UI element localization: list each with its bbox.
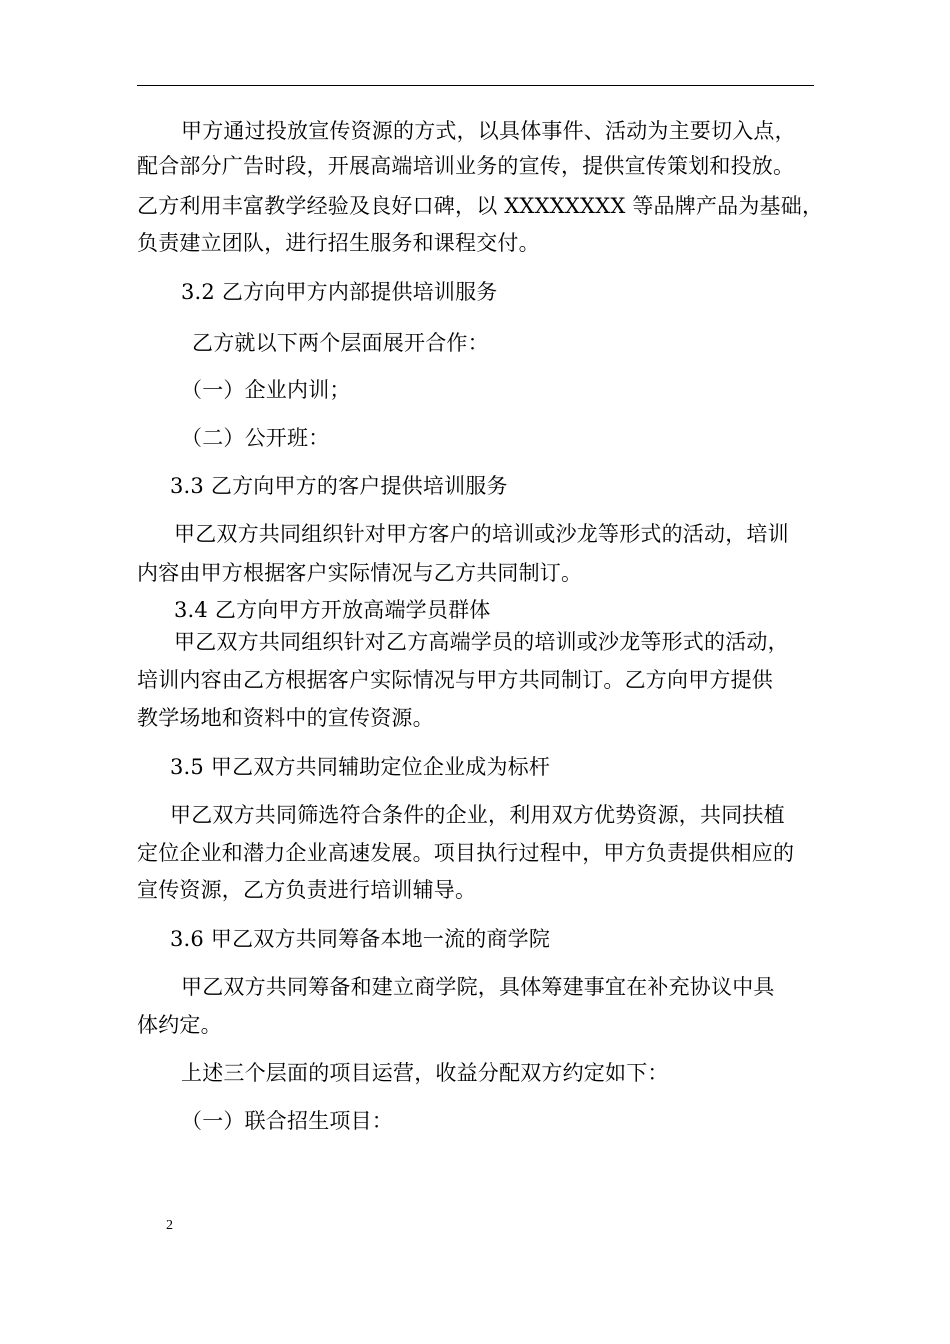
body-paragraph-line: 培训内容由乙方根据客户实际情况与甲方共同制订。乙方向甲方提供 [137, 668, 773, 692]
section-heading-3-3: 3.3 乙方向甲方的客户提供培训服务 [170, 474, 508, 498]
list-item: （一）企业内训； [181, 378, 351, 402]
body-paragraph-line: 宣传资源，乙方负责进行培训辅导。 [137, 878, 477, 902]
body-paragraph-line: 甲方通过投放宣传资源的方式，以具体事件、活动为主要切入点， [181, 119, 796, 143]
list-item: （二）公开班： [181, 426, 330, 450]
body-paragraph-line: 上述三个层面的项目运营，收益分配双方约定如下： [181, 1061, 669, 1085]
body-paragraph-line: 负责建立团队，进行招生服务和课程交付。 [137, 231, 540, 255]
body-paragraph-line: 甲乙双方共同组织针对乙方高端学员的培训或沙龙等形式的活动， [174, 630, 789, 654]
body-paragraph-line: 体约定。 [137, 1013, 222, 1037]
section-heading-3-4: 3.4 乙方向甲方开放高端学员群体 [174, 598, 491, 622]
section-heading-3-5: 3.5 甲乙双方共同辅助定位企业成为标杆 [170, 755, 551, 779]
body-paragraph-line: 甲乙双方共同筛选符合条件的企业，利用双方优势资源，共同扶植 [170, 803, 785, 827]
body-paragraph-line: 教学场地和资料中的宣传资源。 [137, 706, 434, 730]
section-heading-3-6: 3.6 甲乙双方共同筹备本地一流的商学院 [170, 927, 551, 951]
list-item: （一）联合招生项目： [181, 1109, 393, 1133]
body-paragraph-line: 甲乙双方共同组织针对甲方客户的培训或沙龙等形式的活动，培训 [174, 522, 789, 546]
body-paragraph-line: 定位企业和潜力企业高速发展。项目执行过程中，甲方负责提供相应的 [137, 841, 795, 865]
body-paragraph-line: 内容由甲方根据客户实际情况与乙方共同制订。 [137, 561, 583, 585]
body-paragraph-line: 乙方就以下两个层面展开合作： [192, 331, 489, 355]
section-heading-3-2: 3.2 乙方向甲方内部提供培训服务 [181, 280, 498, 304]
page-number: 2 [166, 1218, 173, 1233]
header-rule [137, 85, 814, 86]
body-paragraph-line: 甲乙双方共同筹备和建立商学院，具体筹建事宜在补充协议中具 [181, 975, 775, 999]
body-paragraph-line: 配合部分广告时段，开展高端培训业务的宣传，提供宣传策划和投放。 [137, 154, 795, 178]
body-paragraph-line: 乙方利用丰富教学经验及良好口碑，以 XXXXXXXX 等品牌产品为基础， [137, 194, 824, 218]
